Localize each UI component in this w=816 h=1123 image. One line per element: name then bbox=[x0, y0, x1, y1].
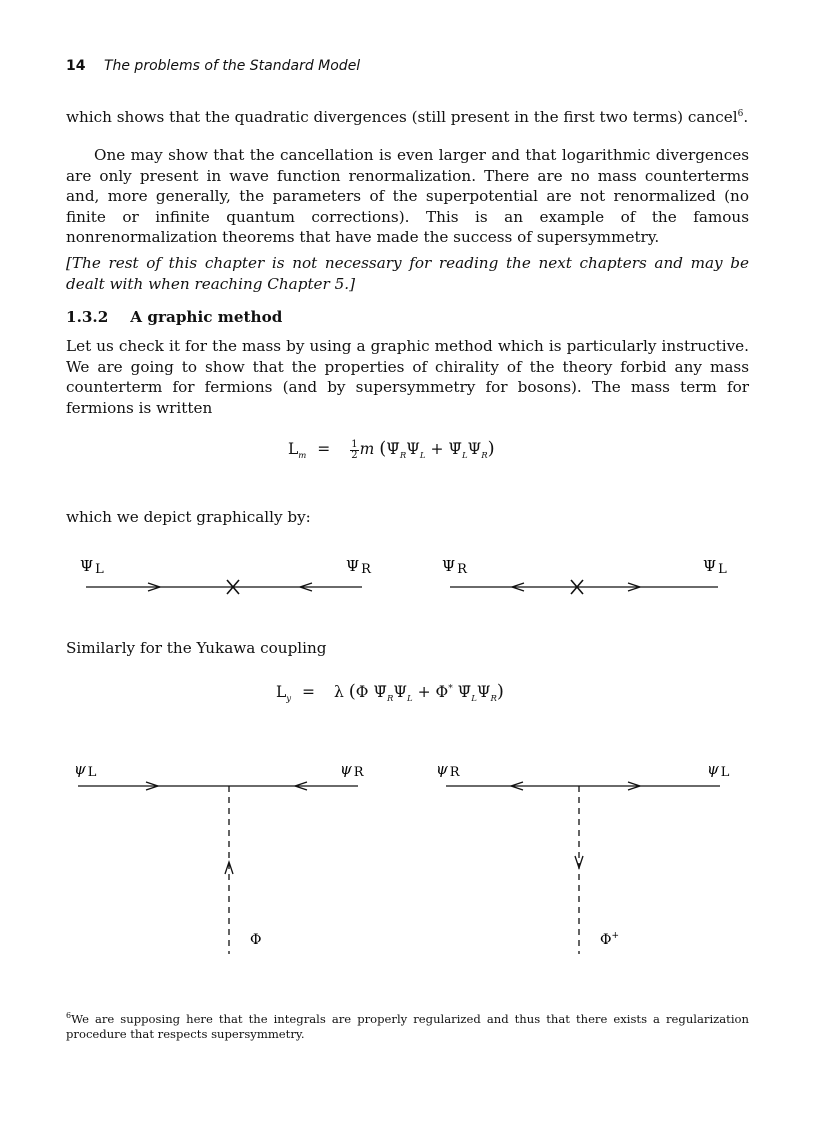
running-title: The problems of the Standard Model bbox=[103, 58, 361, 74]
psi-label: ψ L bbox=[74, 760, 97, 780]
section-heading bbox=[66, 308, 282, 326]
paragraph-6: Similarly for the Yukawa coupling bbox=[66, 639, 327, 657]
mass-equation: $L_m$ = $\frac{1}{2}$ m ($\Psī_R\Psi_L$ + $\Psī_L\Psi_R$) bbox=[288, 438, 495, 462]
psi-label: Ψ R bbox=[346, 557, 371, 577]
paragraph-1: which shows that the quadratic divergences (still present in the first two terms) cancel$^6$. bbox=[66, 108, 749, 127]
footnote-text: We are supposing here that the integrals are properly regularized and thus that there exists a regularization procedure that respects supersymmetry. bbox=[66, 1011, 749, 1042]
yukawa-diagrams bbox=[0, 750, 816, 960]
yukawa-diagram-left bbox=[74, 760, 365, 954]
one-half-fraction: $\frac{1}{2}$ bbox=[351, 438, 358, 461]
paragraph-4: Let us check it for the mass by using a graphic method which is particularly instructive. We are going to show that the properties of chirality of the theory forbid any mass counterterm for fermions (and by supersymmetry for bosons). The mass term for fermions is written bbox=[66, 337, 749, 417]
page-number: 14 bbox=[66, 58, 86, 74]
phi-label: Φ bbox=[250, 932, 262, 948]
yukawa-diagram-right bbox=[436, 760, 730, 954]
paragraph-3-note: [The rest of this chapter is not necessary for reading the next chapters and may be dealt with when reaching Chapter 5.] bbox=[66, 254, 749, 293]
section-number: 1.3.2 bbox=[66, 308, 109, 326]
footnote-mark: 6 bbox=[737, 109, 744, 119]
psi-label: ψ R bbox=[340, 760, 364, 780]
psi-label: Ψ R bbox=[442, 557, 467, 577]
mass-diagram-left bbox=[80, 557, 372, 594]
psi-label: ψ L bbox=[707, 760, 730, 780]
psi-label: ψ R bbox=[436, 760, 460, 780]
paragraph-2: One may show that the cancellation is even larger and that logarithmic divergences are only present in wave function renormalization. There are no mass counterterms and, more generally, the parameters of the superpotential are not renormalized (no finite or infinite quantum corrections). This is an example of the famous nonrenormalization theorems that have made the success of supersymmetry. bbox=[66, 146, 749, 247]
paragraph-5: which we depict graphically by: bbox=[66, 508, 311, 526]
footnote bbox=[66, 1008, 749, 1043]
mass-diagram-right bbox=[442, 557, 727, 594]
psi-label: Ψ L bbox=[703, 557, 727, 577]
psi-label: Ψ L bbox=[80, 557, 104, 577]
running-head bbox=[66, 58, 360, 74]
mass-diagrams bbox=[0, 545, 816, 615]
footnote-marker: 6 bbox=[66, 1011, 72, 1020]
yukawa-equation: $L_y = \lambda$ (Φ $\Psī_R\Psi_L + \Phi^*$ $\Psī_L\Psi_R$) bbox=[276, 681, 504, 705]
phi-dagger-label: Φ+ bbox=[600, 931, 620, 948]
section-title: A graphic method bbox=[130, 308, 283, 326]
